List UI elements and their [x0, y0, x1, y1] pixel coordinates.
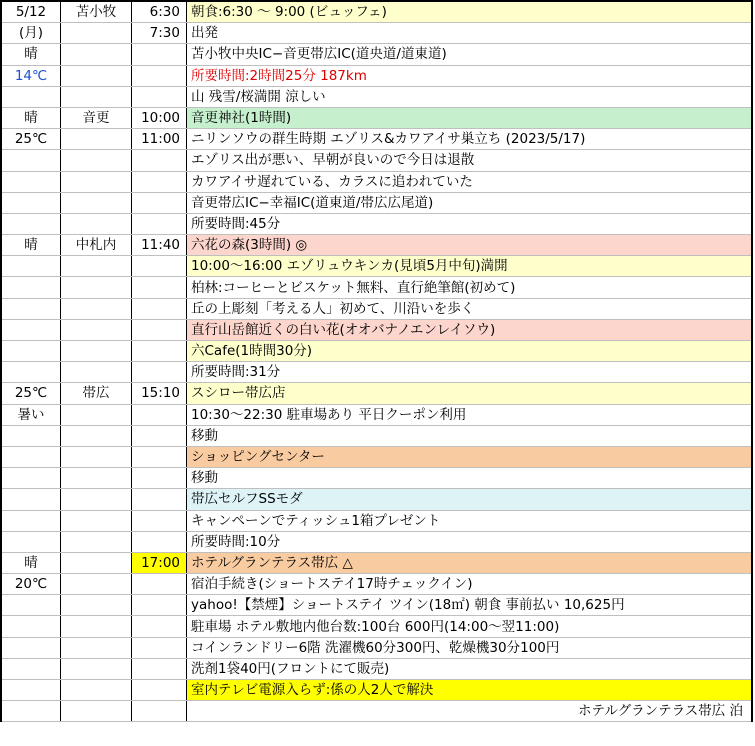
- day-cell[interactable]: [1, 341, 61, 362]
- day-cell[interactable]: [1, 256, 61, 277]
- time-cell[interactable]: [132, 362, 187, 383]
- day-cell[interactable]: [1, 425, 61, 446]
- table-row: [1, 319, 752, 340]
- table-row: [1, 129, 752, 150]
- day-cell[interactable]: [1, 531, 61, 552]
- place-cell[interactable]: [61, 404, 132, 425]
- table-row: [1, 65, 752, 86]
- table-row: [1, 595, 752, 616]
- table-row: [1, 171, 752, 192]
- place-cell[interactable]: 音更: [61, 107, 132, 128]
- time-cell[interactable]: [132, 171, 187, 192]
- place-cell[interactable]: [61, 341, 132, 362]
- day-cell[interactable]: (月): [1, 23, 61, 44]
- note-cell[interactable]: カワアイサ遅れている、カラスに追われていた: [187, 171, 753, 192]
- place-cell[interactable]: [61, 23, 132, 44]
- time-cell[interactable]: 11:00: [132, 129, 187, 150]
- place-cell[interactable]: [61, 446, 132, 467]
- day-cell[interactable]: 晴: [1, 44, 61, 65]
- time-cell[interactable]: [132, 319, 187, 340]
- note-cell[interactable]: ショッピングセンター: [187, 446, 753, 467]
- place-cell[interactable]: [61, 658, 132, 679]
- place-cell[interactable]: [61, 362, 132, 383]
- table-row: [1, 192, 752, 213]
- note-cell[interactable]: 音更神社(1時間): [187, 107, 753, 128]
- day-cell[interactable]: [1, 701, 61, 722]
- day-cell[interactable]: 晴: [1, 107, 61, 128]
- place-cell[interactable]: 中札内: [61, 235, 132, 256]
- time-cell[interactable]: [132, 86, 187, 107]
- day-cell[interactable]: [1, 192, 61, 213]
- table-row: [1, 510, 752, 531]
- day-cell[interactable]: [1, 680, 61, 701]
- day-cell[interactable]: [1, 446, 61, 467]
- time-cell[interactable]: [132, 531, 187, 552]
- day-cell[interactable]: 晴: [1, 235, 61, 256]
- table-row: [1, 574, 752, 595]
- note-cell[interactable]: 山 残雪/桜満開 涼しい: [187, 86, 753, 107]
- table-row: [1, 86, 752, 107]
- time-cell[interactable]: [132, 616, 187, 637]
- note-cell[interactable]: 丘の上彫刻「考える人」初めて、川沿いを歩く: [187, 298, 753, 319]
- note-cell[interactable]: 所要時間:10分: [187, 531, 753, 552]
- time-cell[interactable]: [132, 701, 187, 722]
- note-cell[interactable]: 移動: [187, 425, 753, 446]
- day-cell[interactable]: [1, 86, 61, 107]
- note-cell[interactable]: 所要時間:31分: [187, 362, 753, 383]
- place-cell[interactable]: [61, 44, 132, 65]
- table-row: [1, 425, 752, 446]
- place-cell[interactable]: [61, 637, 132, 658]
- table-row: [1, 107, 752, 128]
- note-cell[interactable]: ホテルグランテラス帯広 泊: [187, 701, 753, 722]
- day-cell[interactable]: [1, 319, 61, 340]
- table-row: [1, 1, 752, 23]
- place-cell[interactable]: [61, 65, 132, 86]
- table-row: [1, 277, 752, 298]
- table-row: [1, 468, 752, 489]
- time-cell[interactable]: [132, 680, 187, 701]
- note-cell[interactable]: 柏林:コーヒーとビスケット無料、直行絶筆館(初めて): [187, 277, 753, 298]
- note-cell[interactable]: コインランドリー6階 洗濯機60分300円、乾燥機30分100円: [187, 637, 753, 658]
- place-cell[interactable]: 苫小牧: [61, 1, 132, 23]
- time-cell[interactable]: 15:10: [132, 383, 187, 404]
- table-row: [1, 658, 752, 679]
- note-cell[interactable]: 直行山岳館近くの白い花(オオバナノエンレイソウ): [187, 319, 753, 340]
- place-cell[interactable]: [61, 489, 132, 510]
- table-row: [1, 298, 752, 319]
- day-cell[interactable]: 5/12: [1, 1, 61, 23]
- place-cell[interactable]: [61, 129, 132, 150]
- day-cell[interactable]: [1, 637, 61, 658]
- table-row: [1, 552, 752, 573]
- place-cell[interactable]: [61, 425, 132, 446]
- time-cell[interactable]: [132, 574, 187, 595]
- day-cell[interactable]: [1, 277, 61, 298]
- table-row: [1, 616, 752, 637]
- table-row: [1, 256, 752, 277]
- day-cell[interactable]: 暑い: [1, 404, 61, 425]
- place-cell[interactable]: [61, 86, 132, 107]
- day-cell[interactable]: [1, 658, 61, 679]
- table-row: [1, 150, 752, 171]
- day-cell[interactable]: 25℃: [1, 129, 61, 150]
- table-row: [1, 404, 752, 425]
- table-row: [1, 235, 752, 256]
- time-cell[interactable]: [132, 425, 187, 446]
- table-row: [1, 23, 752, 44]
- time-cell[interactable]: [132, 404, 187, 425]
- table-row: [1, 446, 752, 467]
- note-cell[interactable]: キャンペーンでティッシュ1箱プレゼント: [187, 510, 753, 531]
- note-cell[interactable]: 帯広セルフSSモダ: [187, 489, 753, 510]
- place-cell[interactable]: [61, 192, 132, 213]
- table-row: [1, 531, 752, 552]
- time-cell[interactable]: 17:00: [132, 552, 187, 573]
- time-cell[interactable]: [132, 489, 187, 510]
- note-cell[interactable]: 洗剤1袋40円(フロントにて販売): [187, 658, 753, 679]
- day-cell[interactable]: [1, 213, 61, 234]
- table-row: [1, 44, 752, 65]
- note-cell[interactable]: 駐車場 ホテル敷地内他台数:100台 600円(14:00〜翌11:00): [187, 616, 753, 637]
- place-cell[interactable]: [61, 150, 132, 171]
- time-cell[interactable]: [132, 213, 187, 234]
- place-cell[interactable]: [61, 552, 132, 573]
- place-cell[interactable]: [61, 468, 132, 489]
- note-cell[interactable]: 音更帯広IC−幸福IC(道東道/帯広広尾道): [187, 192, 753, 213]
- place-cell[interactable]: 帯広: [61, 383, 132, 404]
- place-cell[interactable]: [61, 277, 132, 298]
- day-cell[interactable]: [1, 298, 61, 319]
- place-cell[interactable]: [61, 319, 132, 340]
- note-cell[interactable]: 10:30〜22:30 駐車場あり 平日クーポン利用: [187, 404, 753, 425]
- note-cell[interactable]: yahoo!【禁煙】ショートステイ ツイン(18㎡) 朝食 事前払い 10,625円: [187, 595, 753, 616]
- note-cell[interactable]: 出発: [187, 23, 753, 44]
- day-cell[interactable]: 晴: [1, 552, 61, 573]
- day-cell[interactable]: [1, 150, 61, 171]
- note-cell[interactable]: ホテルグランテラス帯広 △: [187, 552, 753, 573]
- table-row: [1, 341, 752, 362]
- day-cell[interactable]: 20℃: [1, 574, 61, 595]
- day-cell[interactable]: [1, 595, 61, 616]
- time-cell[interactable]: [132, 658, 187, 679]
- place-cell[interactable]: [61, 298, 132, 319]
- table-row: [1, 701, 752, 722]
- note-cell[interactable]: 移動: [187, 468, 753, 489]
- note-cell[interactable]: 所要時間:45分: [187, 213, 753, 234]
- note-cell[interactable]: 苫小牧中央IC−音更帯広IC(道央道/道東道): [187, 44, 753, 65]
- day-cell[interactable]: 25℃: [1, 383, 61, 404]
- time-cell[interactable]: [132, 150, 187, 171]
- table-row: [1, 362, 752, 383]
- day-cell[interactable]: [1, 510, 61, 531]
- time-cell[interactable]: [132, 446, 187, 467]
- table-row: [1, 489, 752, 510]
- table-row: [1, 383, 752, 404]
- note-cell[interactable]: 所要時間:2時間25分 187km: [187, 65, 753, 86]
- place-cell[interactable]: [61, 701, 132, 722]
- place-cell[interactable]: [61, 531, 132, 552]
- time-cell[interactable]: [132, 510, 187, 531]
- day-cell[interactable]: [1, 489, 61, 510]
- place-cell[interactable]: [61, 213, 132, 234]
- note-cell[interactable]: 六花の森(3時間) ◎: [187, 235, 753, 256]
- place-cell[interactable]: [61, 510, 132, 531]
- time-cell[interactable]: [132, 277, 187, 298]
- day-cell[interactable]: [1, 171, 61, 192]
- place-cell[interactable]: [61, 256, 132, 277]
- place-cell[interactable]: [61, 616, 132, 637]
- place-cell[interactable]: [61, 171, 132, 192]
- time-cell[interactable]: [132, 637, 187, 658]
- note-cell[interactable]: 室内テレビ電源入らず:係の人2人で解決: [187, 680, 753, 701]
- note-cell[interactable]: 六Cafe(1時間30分): [187, 341, 753, 362]
- time-cell[interactable]: [132, 595, 187, 616]
- time-cell[interactable]: [132, 44, 187, 65]
- day-cell[interactable]: [1, 362, 61, 383]
- time-cell[interactable]: [132, 341, 187, 362]
- time-cell[interactable]: 6:30: [132, 1, 187, 23]
- time-cell[interactable]: [132, 256, 187, 277]
- time-cell[interactable]: [132, 298, 187, 319]
- day-cell[interactable]: [1, 468, 61, 489]
- table-row: [1, 213, 752, 234]
- place-cell[interactable]: [61, 574, 132, 595]
- time-cell[interactable]: 10:00: [132, 107, 187, 128]
- time-cell[interactable]: [132, 65, 187, 86]
- note-cell[interactable]: 宿泊手続き(ショートステイ17時チェックイン): [187, 574, 753, 595]
- note-cell[interactable]: 朝食:6:30 〜 9:00 (ビュッフェ): [187, 1, 753, 23]
- day-cell[interactable]: [1, 616, 61, 637]
- note-cell[interactable]: エゾリス出が悪い、早朝が良いので今日は退散: [187, 150, 753, 171]
- time-cell[interactable]: [132, 468, 187, 489]
- time-cell[interactable]: 11:40: [132, 235, 187, 256]
- place-cell[interactable]: [61, 680, 132, 701]
- day-cell[interactable]: 14℃: [1, 65, 61, 86]
- note-cell[interactable]: ニリンソウの群生時期 エゾリス&カワアイサ巣立ち (2023/5/17): [187, 129, 753, 150]
- note-cell[interactable]: 10:00〜16:00 エゾリュウキンカ(見頃5月中旬)満開: [187, 256, 753, 277]
- table-row: [1, 680, 752, 701]
- table-row: [1, 637, 752, 658]
- time-cell[interactable]: [132, 192, 187, 213]
- note-cell[interactable]: スシロー帯広店: [187, 383, 753, 404]
- time-cell[interactable]: 7:30: [132, 23, 187, 44]
- place-cell[interactable]: [61, 595, 132, 616]
